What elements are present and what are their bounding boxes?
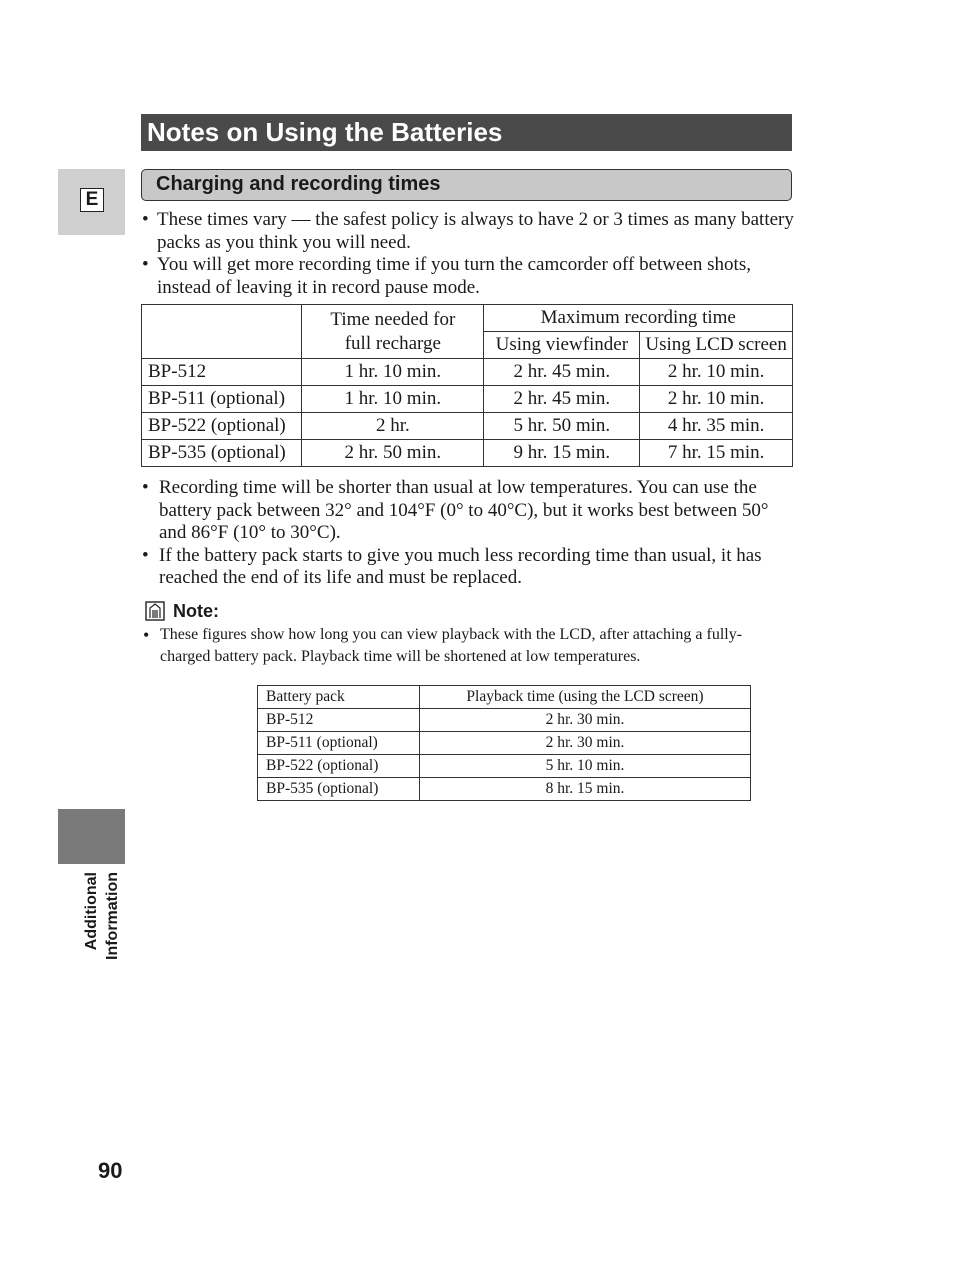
note-pencil-icon [145, 601, 165, 621]
note-text: • These figures show how long you can view playback with the LCD, after attaching a fully-charged battery pack. Playback time will be shortened at low temperatures. [141, 624, 781, 668]
table-cell: BP-512 [142, 359, 302, 386]
table-cell: BP-512 [258, 709, 420, 732]
page-title: Notes on Using the Batteries [141, 114, 792, 151]
bullet-list-top [141, 209, 796, 299]
language-tab [58, 169, 125, 235]
table-row [258, 709, 751, 732]
table-cell: 5 hr. 10 min. [420, 755, 751, 778]
table-cell: 5 hr. 50 min. [484, 413, 640, 440]
table-row [142, 386, 793, 413]
table-row [258, 755, 751, 778]
table-header-max-recording: Maximum recording time [484, 305, 793, 332]
language-tab-label: E [80, 188, 104, 212]
table-cell: 2 hr. 45 min. [484, 386, 640, 413]
table-cell: BP-535 (optional) [258, 778, 420, 801]
table-cell: BP-511 (optional) [258, 732, 420, 755]
table-cell: 2 hr. 10 min. [640, 386, 793, 413]
table-cell: 4 hr. 35 min. [640, 413, 793, 440]
table-cell: BP-522 (optional) [142, 413, 302, 440]
charging-times-table [141, 304, 793, 467]
section-label-line-2: Information [104, 872, 121, 960]
table-cell: 2 hr. 10 min. [640, 359, 793, 386]
table-cell: BP-522 (optional) [258, 755, 420, 778]
table-cell: 2 hr. [302, 413, 484, 440]
section-label [53, 872, 153, 972]
table-cell: 7 hr. 15 min. [640, 440, 793, 467]
table-row [258, 732, 751, 755]
table-cell: 2 hr. 50 min. [302, 440, 484, 467]
table-cell: 1 hr. 10 min. [302, 359, 484, 386]
table-cell: 8 hr. 15 min. [420, 778, 751, 801]
table-header-recharge: Time needed for full recharge [302, 305, 484, 359]
section-subtitle: Charging and recording times [141, 169, 792, 201]
table-cell: BP-535 (optional) [142, 440, 302, 467]
table-cell: BP-511 (optional) [142, 386, 302, 413]
table-cell: 1 hr. 10 min. [302, 386, 484, 413]
table-cell: 9 hr. 15 min. [484, 440, 640, 467]
list-item: • You will get more recording time if you turn the camcorder off between shots, instead of leaving it in record pause mode. [141, 254, 796, 299]
table-row [142, 413, 793, 440]
table-header-empty [142, 305, 302, 359]
table-row [258, 778, 751, 801]
table-header-playback-time: Playback time (using the LCD screen) [420, 686, 751, 709]
list-item: • These times vary — the safest policy is always to have 2 or 3 times as many battery packs as you think you will need. [141, 209, 796, 254]
table-cell: 2 hr. 45 min. [484, 359, 640, 386]
playback-times-table [257, 685, 751, 801]
table-cell: 2 hr. 30 min. [420, 709, 751, 732]
list-item: • Recording time will be shorter than usual at low temperatures. You can use the battery pack between 32° and 104°F (0° to 40°C), but it works best between 50° and 86°F (10° to 30°C). [141, 477, 796, 545]
page-number: 90 [98, 1158, 123, 1183]
section-tab [58, 809, 125, 864]
table-header-battery-pack: Battery pack [258, 686, 420, 709]
table-header-viewfinder: Using viewfinder [484, 332, 640, 359]
table-row [142, 359, 793, 386]
note-heading-label: Note: [173, 601, 219, 621]
table-header-lcd: Using LCD screen [640, 332, 793, 359]
bullet-list-bottom [141, 477, 796, 590]
table-cell: 2 hr. 30 min. [420, 732, 751, 755]
section-label-line-1: Additional [83, 872, 100, 951]
list-item: • If the battery pack starts to give you much less recording time than usual, it has reached the end of its life and must be replaced. [141, 545, 796, 590]
table-header-row [258, 686, 751, 709]
table-row [142, 440, 793, 467]
